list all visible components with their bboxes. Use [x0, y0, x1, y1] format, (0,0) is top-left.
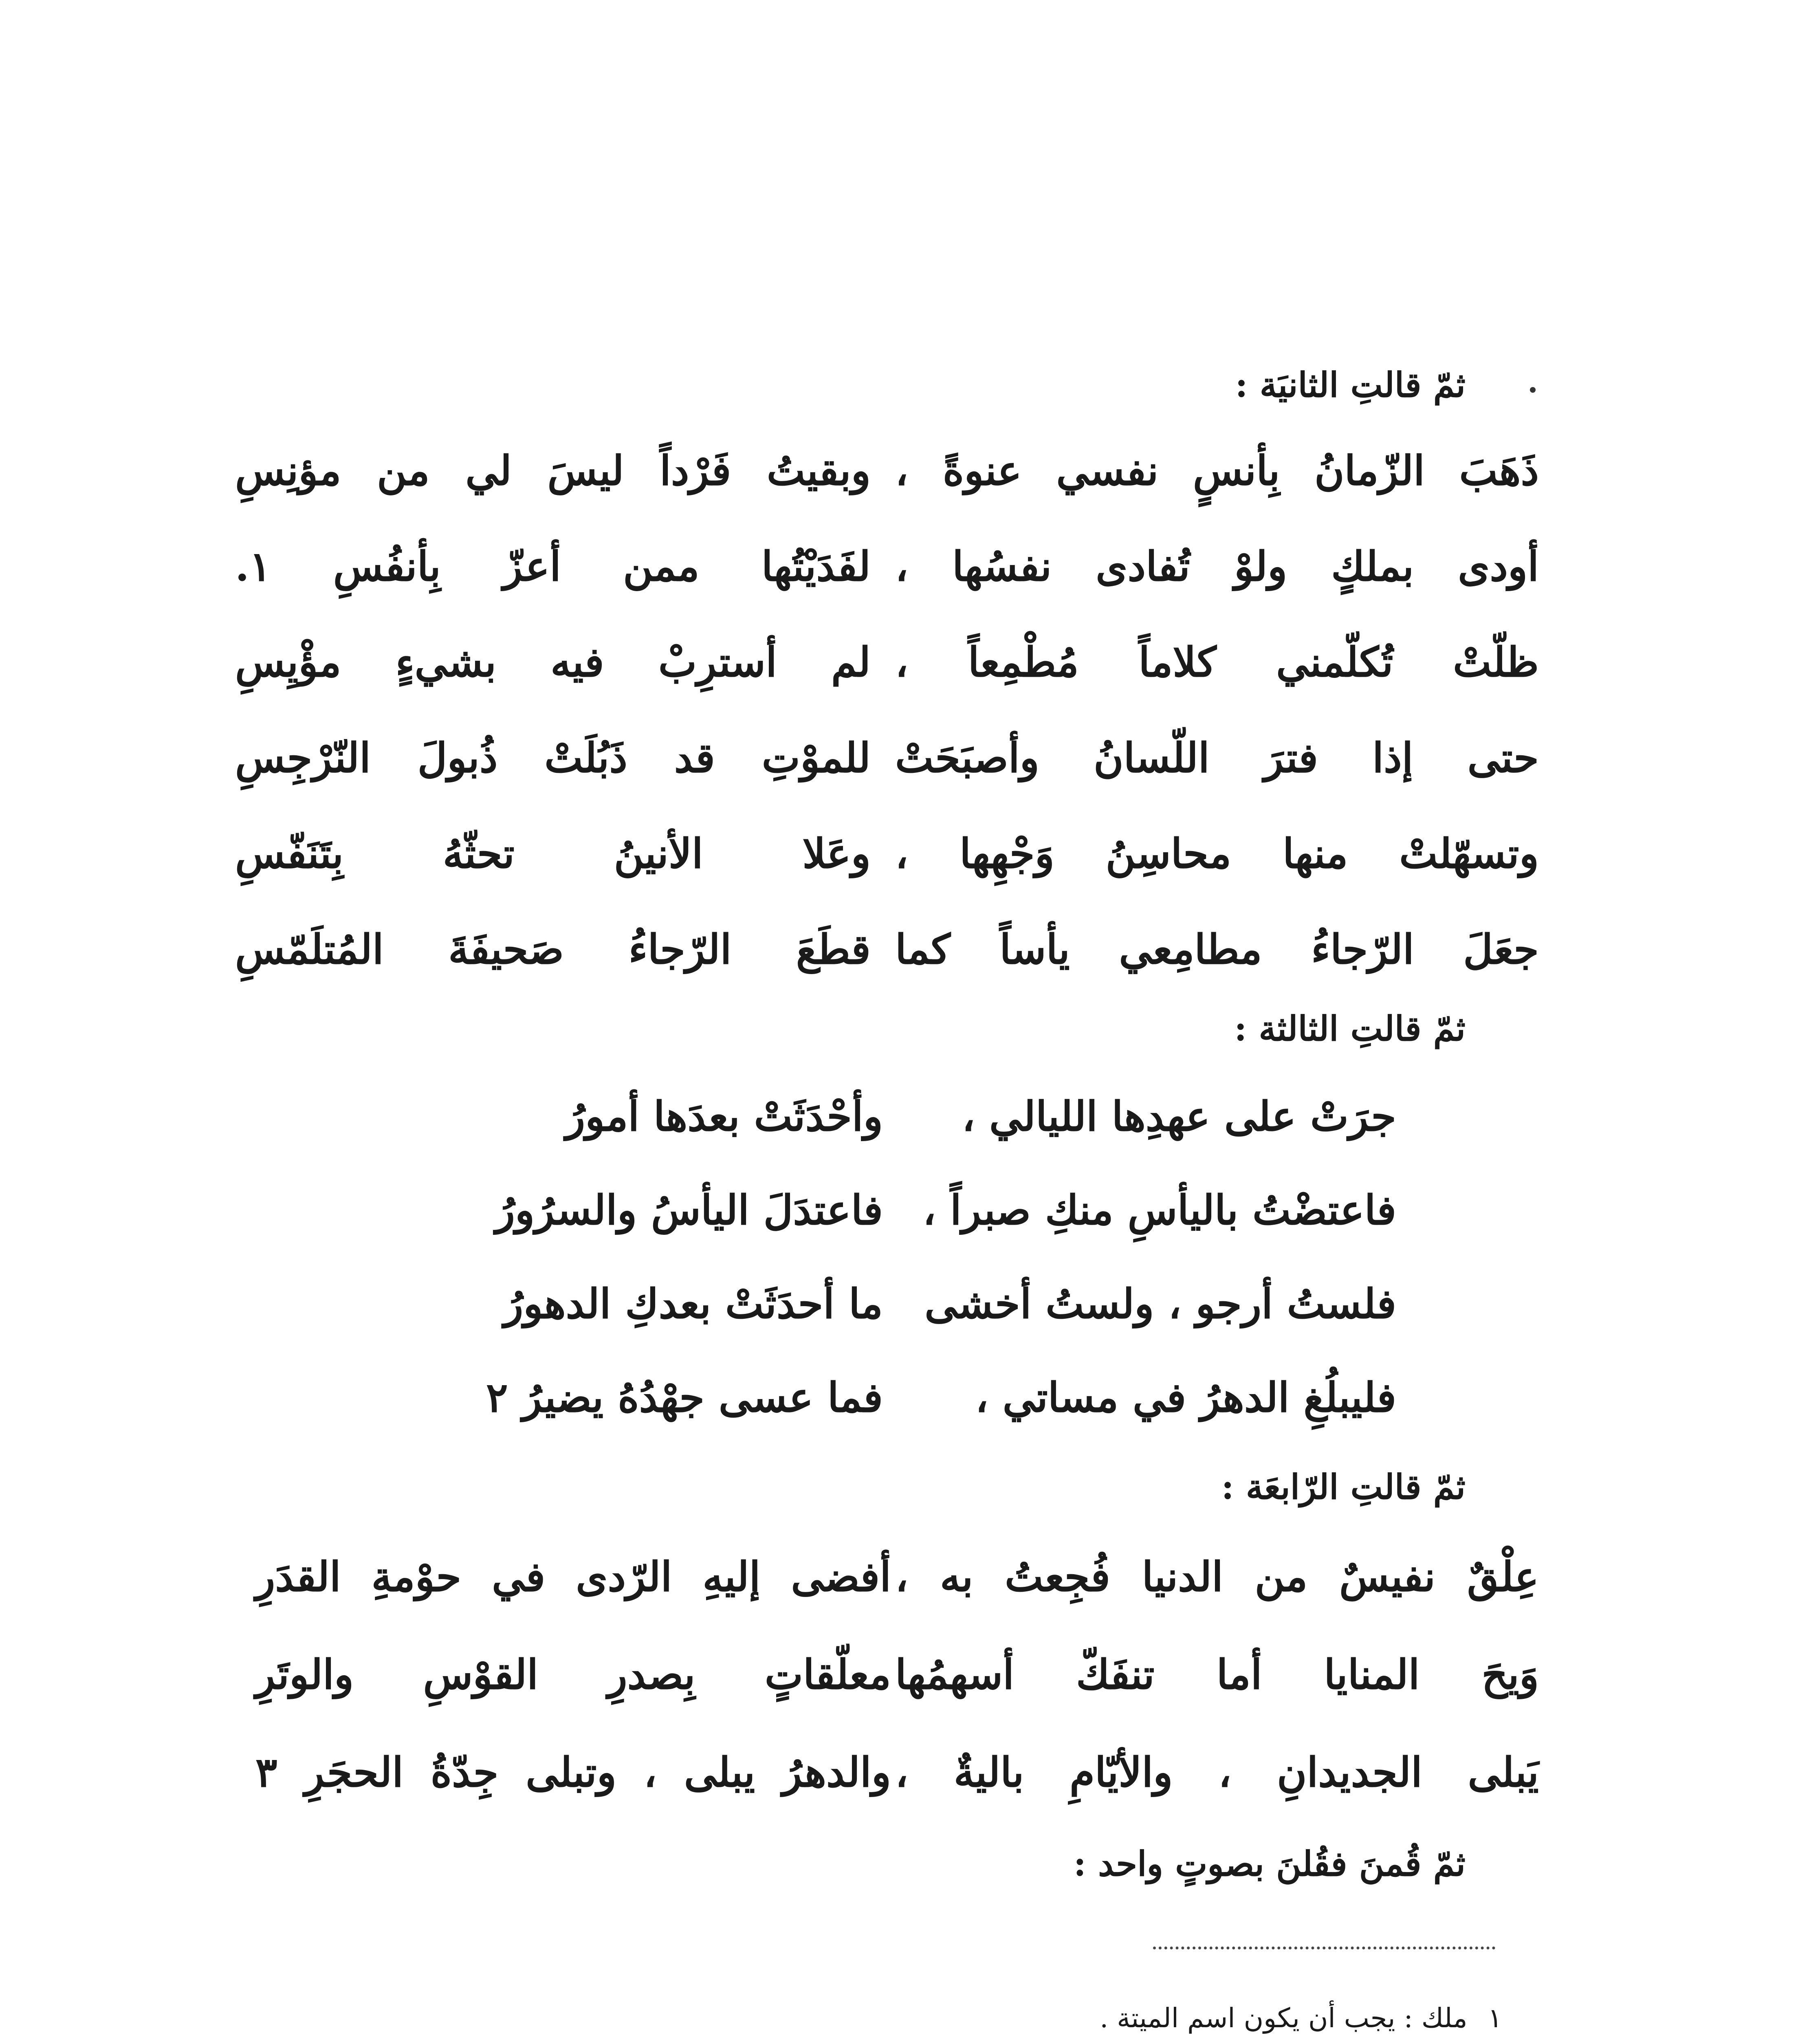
verse-hemistich-first: فاعتضْتُ باليأسِ منكِ صبراً ،: [922, 1186, 1396, 1234]
verse-hemistich-second: ما أحدَثَتْ بعدكِ الدهورُ: [503, 1280, 883, 1328]
verse-hemistich-first: يَبلى الجديدانِ ، والأيّامِ باليةٌ ،: [895, 1748, 1539, 1796]
verse-hemistich-first: ظلّتْ تُكلّمني كلاماً مُطْمِعاً ،: [895, 638, 1539, 686]
verse-hemistich-second: قطَعَ الرّجاءُ صَحيفَةَ المُتلَمّسِ: [235, 925, 871, 973]
verse-hemistich-first: وَيحَ المنايا أما تنفَكّ أسهمُها: [895, 1650, 1539, 1698]
verse-hemistich-first: فليبلُغِ الدهرُ في مساتي ،: [975, 1373, 1396, 1421]
verse-hemistich-first: حتى إذا فترَ اللّسانُ وأصبَحَتْ: [895, 734, 1539, 782]
verse-hemistich-second: فاعتدَلَ اليأسُ والسرُورُ: [495, 1186, 883, 1234]
verse-hemistich-first: أودى بملكٍ ولوْ تُفادى نفسُها ،: [895, 542, 1539, 590]
verse-hemistich-first: وتسهّلتْ منها محاسِنُ وَجْهِها ،: [895, 829, 1539, 878]
footnote-number: ١: [1488, 2002, 1502, 2034]
verse-hemistich-second: لفَدَيْتُها ممن أعزّ بِأنفُسِ ١.: [235, 542, 871, 590]
intro-all: ثمّ قُمنَ فقُلنَ بصوتٍ واحد :: [1073, 1843, 1466, 1884]
verse-hemistich-second: وبقيتُ فَرْداً ليسَ لي من مؤنِسِ: [235, 447, 871, 495]
verse-hemistich-first: ذَهَبَ الزّمانُ بِأنسٍ نفسي عنوةً ،: [895, 447, 1539, 495]
verse-hemistich-second: معلّقاتٍ بِصدرِ القوْسِ والوتَرِ: [255, 1650, 891, 1698]
footnote-text: ملك : يجب أن يكون اسم الميتة .: [1100, 2002, 1468, 2034]
verse-hemistich-first: عِلْقٌ نفيسٌ من الدنيا فُجِعتُ به ،: [895, 1553, 1539, 1601]
intro-second: ثمّ قالتِ الثانيَة :: [1235, 365, 1466, 405]
verse-hemistich-second: والدهرُ يبلى ، وتبلى جِدّةُ الحجَرِ ٣: [255, 1748, 891, 1796]
margin-dot: [1530, 387, 1536, 393]
footnote-separator: [1153, 1947, 1495, 1949]
verse-hemistich-first: جعَلَ الرّجاءُ مطامِعي يأساً كما: [895, 925, 1539, 973]
intro-third: ثمّ قالتِ الثالثة :: [1234, 1008, 1466, 1049]
verse-hemistich-first: جرَتْ على عهدِها الليالي ،: [962, 1092, 1396, 1140]
verse-hemistich-second: فما عسى جهْدُهُ يضيرُ ٢: [486, 1373, 883, 1421]
verse-hemistich-second: لم أسترِبْ فيه بشيءٍ مؤْيِسِ: [235, 638, 871, 686]
verse-hemistich-first: فلستُ أرجو ، ولستُ أخشى: [924, 1280, 1396, 1328]
verse-hemistich-second: للموْتِ قد ذَبُلَتْ ذُبولَ النّرْجِسِ: [235, 734, 871, 782]
footnote-1: [1100, 2002, 1502, 2034]
verse-hemistich-second: وعَلا الأنينُ تحثّهُ بِتَنَفّسِ: [235, 829, 871, 878]
verse-hemistich-second: وأحْدَثَتْ بعدَها أمورُ: [565, 1092, 883, 1140]
intro-fourth: ثمّ قالتِ الرّابعَة :: [1221, 1467, 1466, 1507]
verse-hemistich-second: أفضى إليهِ الرّدى في حوْمةِ القدَرِ: [255, 1553, 891, 1601]
